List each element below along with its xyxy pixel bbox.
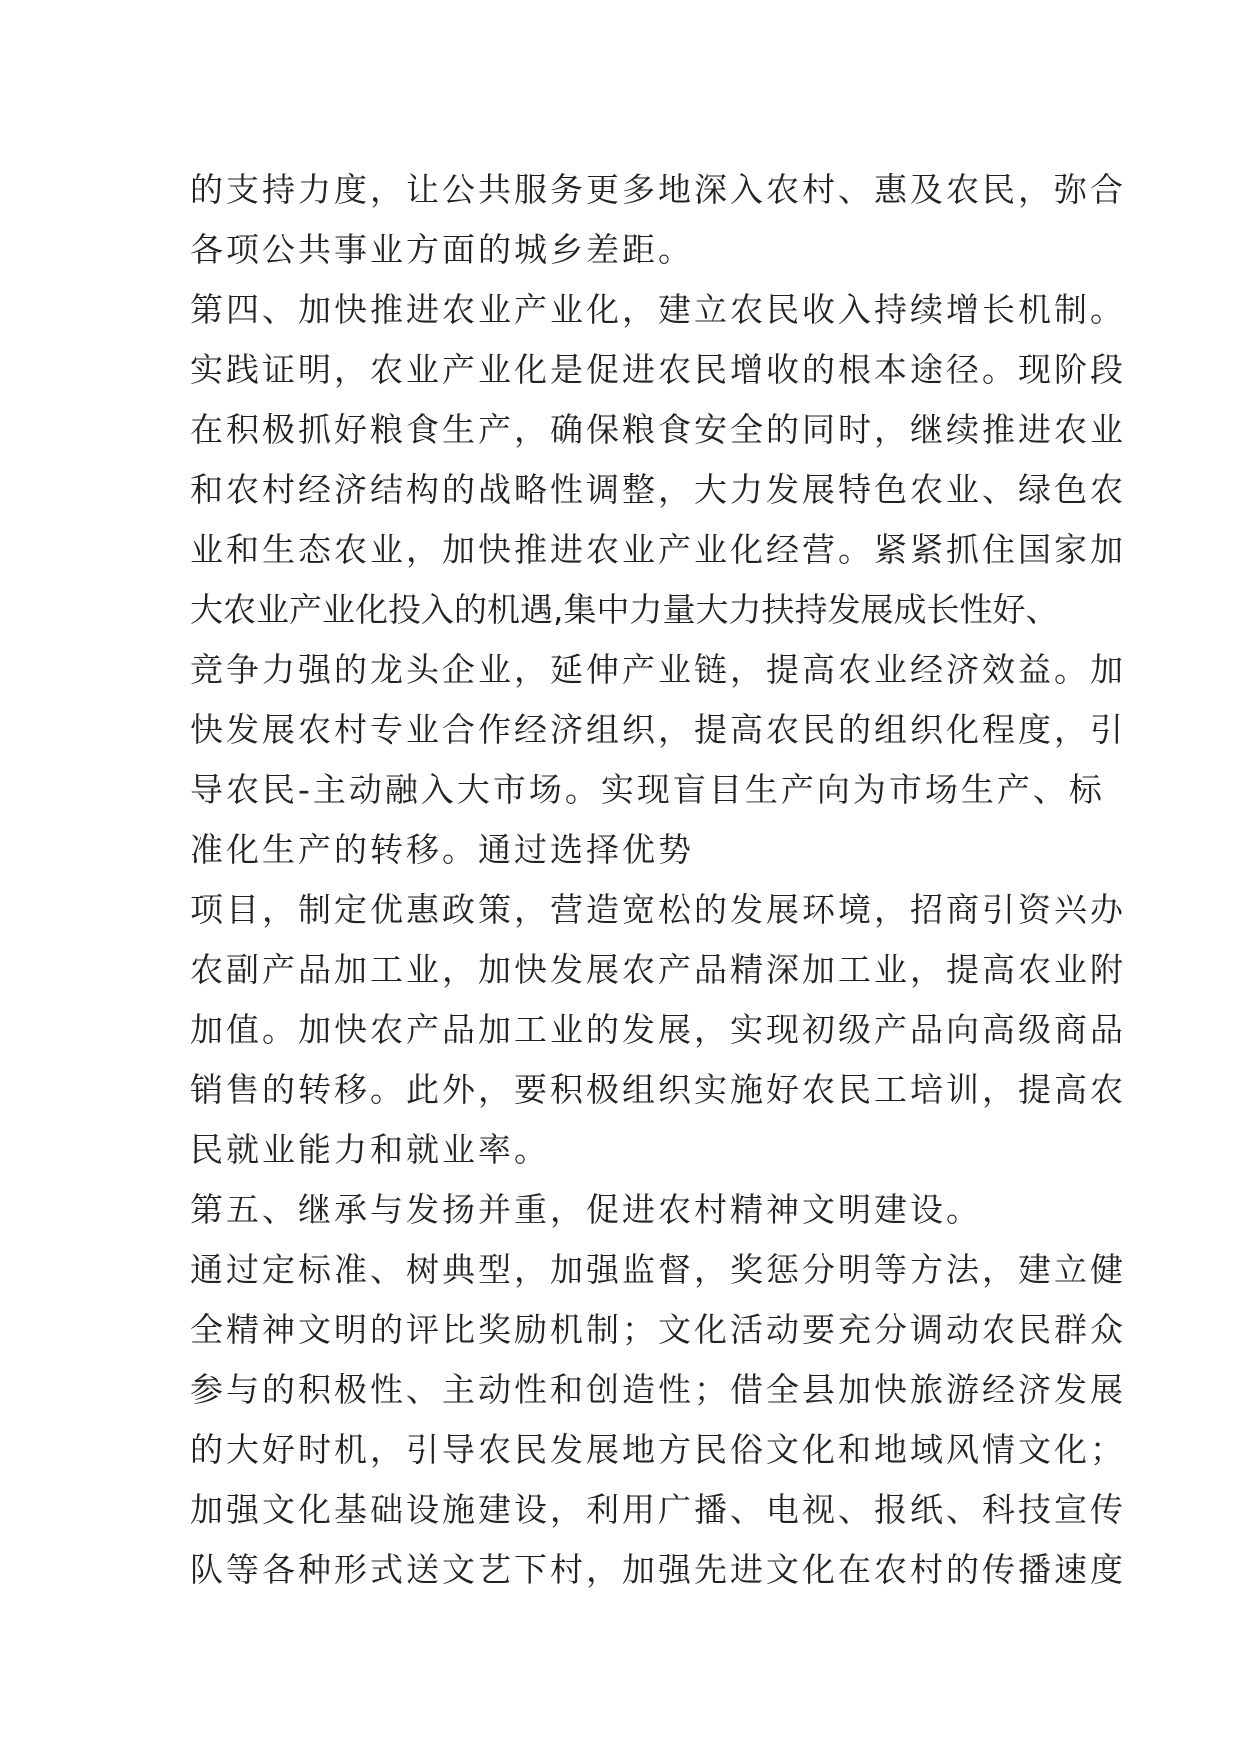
- text-line: 通过定标准、树典型，加强监督，奖惩分明等方法，建立健: [190, 1250, 1126, 1289]
- text-line: 第四、加快推进农业产业化，建立农民收入持续增长机制。: [190, 290, 1126, 329]
- text-line: 实践证明，农业产业化是促进农民增收的根本途径。现阶段: [190, 350, 1126, 389]
- text-line: 竞争力强的龙头企业，延伸产业链，提高农业经济效益。加: [190, 650, 1126, 689]
- text-line: 在积极抓好粮食生产，确保粮食安全的同时，继续推进农业: [190, 410, 1126, 449]
- text-line: 各项公共事业方面的城乡差距。: [190, 230, 694, 269]
- text-line: 全精神文明的评比奖励机制；文化活动要充分调动农民群众: [190, 1310, 1126, 1349]
- text-line: 加强文化基础设施建设，利用广播、电视、报纸、科技宣传: [190, 1490, 1126, 1529]
- text-line: 队等各种形式送文艺下村，加强先进文化在农村的传播速度: [190, 1550, 1126, 1589]
- text-line: 的大好时机，引导农民发展地方民俗文化和地域风情文化；: [190, 1430, 1126, 1469]
- text-line: 和农村经济结构的战略性调整，大力发展特色农业、绿色农: [190, 470, 1126, 509]
- text-line: 民就业能力和就业率。: [190, 1130, 550, 1169]
- text-line: 准化生产的转移。通过选择优势: [190, 830, 694, 869]
- text-line: 业和生态农业，加快推进农业产业化经营。紧紧抓住国家加: [190, 530, 1126, 569]
- text-line: 农副产品加工业，加快发展农产品精深加工业，提高农业附: [190, 950, 1126, 989]
- text-line: 大农业产业化投入的机遇,集中力量大力扶持发展成长性好、: [190, 590, 1059, 629]
- body-text: [190, 160, 1126, 1600]
- text-line: 第五、继承与发扬并重，促进农村精神文明建设。: [190, 1190, 982, 1229]
- text-line: 快发展农村专业合作经济组织，提高农民的组织化程度，引: [190, 710, 1126, 749]
- text-line: 加值。加快农产品加工业的发展，实现初级产品向高级商品: [190, 1010, 1126, 1049]
- text-line: 导农民-主动融入大市场。实现盲目生产向为市场生产、标: [190, 770, 1105, 809]
- text-line: 销售的转移。此外，要积极组织实施好农民工培训，提高农: [190, 1070, 1126, 1109]
- text-line: 参与的积极性、主动性和创造性；借全县加快旅游经济发展: [190, 1370, 1126, 1409]
- text-line: 项目，制定优惠政策，营造宽松的发展环境，招商引资兴办: [190, 890, 1126, 929]
- text-line: 的支持力度，让公共服务更多地深入农村、惠及农民，弥合: [190, 170, 1126, 209]
